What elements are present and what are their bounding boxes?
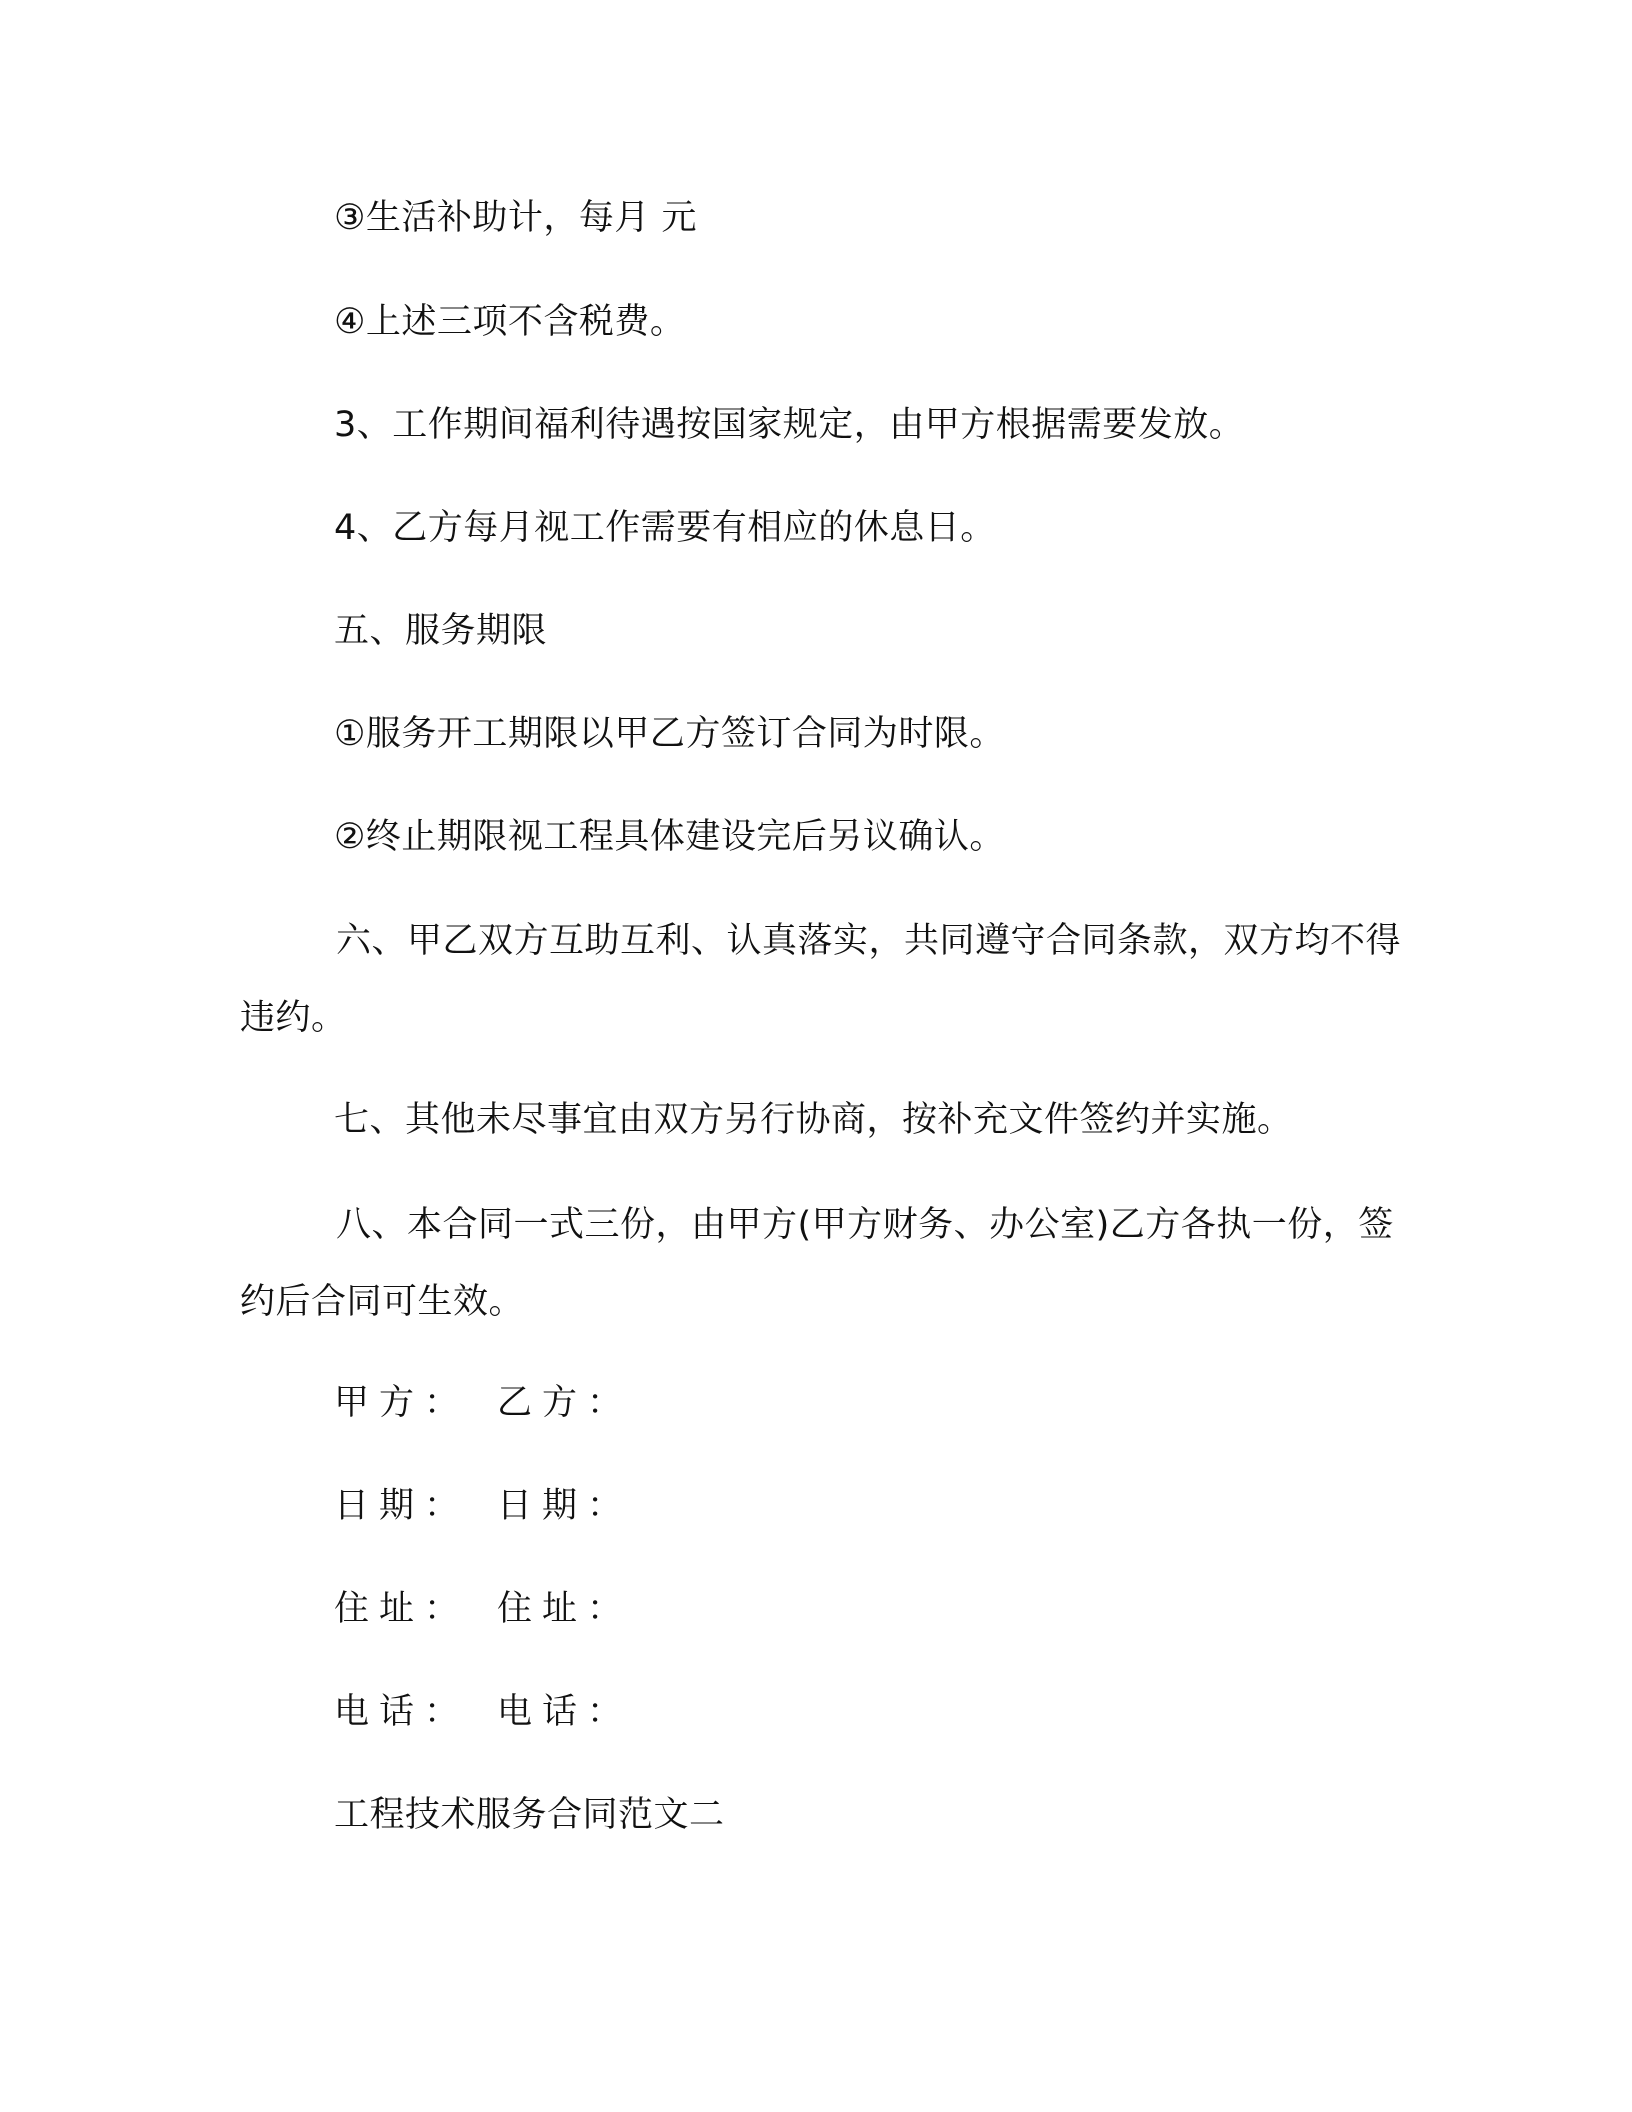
text-line-end-period: ②终止期限视工程具体建设完后另议确认。 (334, 817, 1005, 857)
phone-a-label: 电话： (334, 1692, 470, 1732)
signature-row-address (334, 1584, 632, 1634)
text-line-rest-days: 4、乙方每月视工作需要有相应的休息日。 (334, 508, 996, 548)
signature-row-date (334, 1481, 632, 1531)
paragraph-seven: 七、其他未尽事宜由双方另行协商，按补充文件签约并实施。 (334, 1100, 1293, 1140)
section-heading-service-period: 五、服务期限 (334, 611, 548, 651)
text-line-living-allowance: ③生活补助计，每月 元 (334, 198, 698, 238)
paragraph-eight: 八、本合同一式三份，由甲方(甲方财务、办公室)乙方各执一份，签约后合同可生效。 (240, 1205, 1394, 1322)
signature-row-phone (334, 1687, 632, 1737)
phone-b-label: 电话： (497, 1692, 633, 1732)
text-line-tax-note: ④上述三项不含税费。 (334, 302, 686, 342)
text-line-welfare: 3、工作期间福利待遇按国家规定，由甲方根据需要发放。 (334, 405, 1245, 445)
party-b-label: 乙方： (497, 1383, 633, 1423)
next-document-title: 工程技术服务合同范文二 (334, 1795, 725, 1835)
signature-row-party (334, 1378, 632, 1428)
address-a-label: 住址： (334, 1589, 470, 1629)
paragraph-six: 六、甲乙双方互助互利、认真落实，共同遵守合同条款，双方均不得违约。 (240, 921, 1402, 1038)
address-b-label: 住址： (497, 1589, 633, 1629)
date-b-label: 日期： (497, 1486, 633, 1526)
party-a-label: 甲方： (334, 1383, 470, 1423)
date-a-label: 日期： (334, 1486, 470, 1526)
text-line-start-period: ①服务开工期限以甲乙方签订合同为时限。 (334, 714, 1005, 754)
